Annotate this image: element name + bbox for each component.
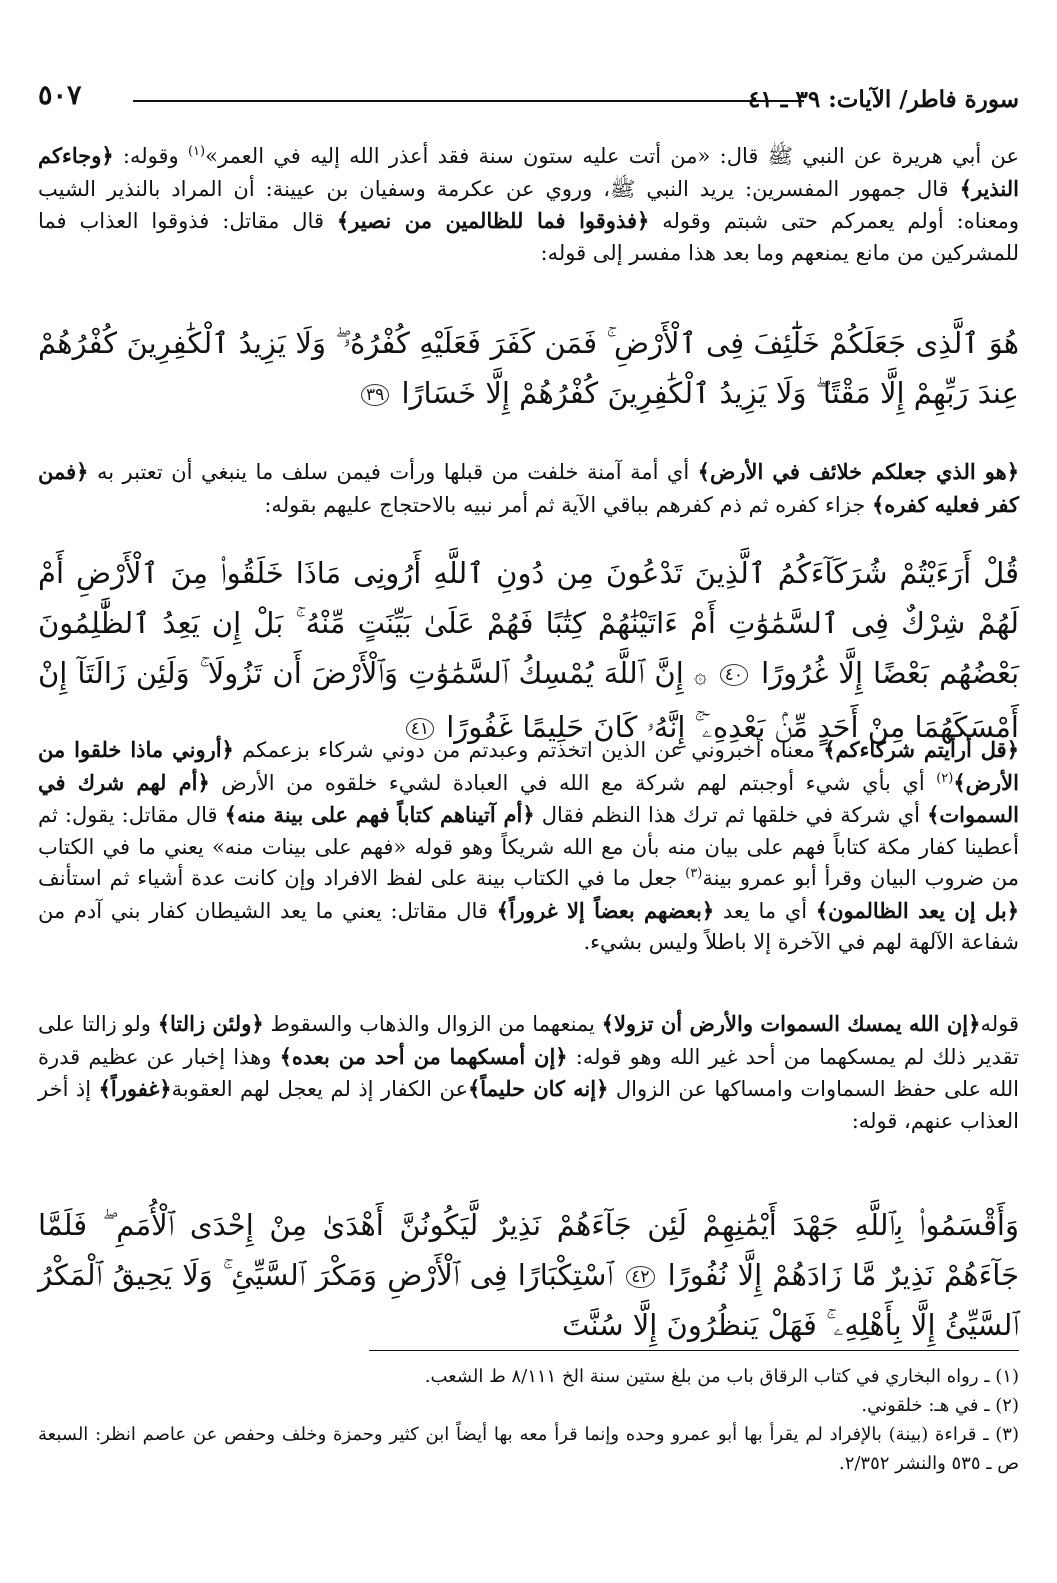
verse-number-marker: ٤٢ (626, 1266, 654, 1288)
verse-text: هُوَ ٱلَّذِى جَعَلَكُمْ خَلَٰٓئِفَ فِى ٱلْأَرْضِ ۚ فَمَن كَفَرَ فَعَلَيْهِ كُفْرُهُۥ ۖ وَلَا يَزِيدُ ٱلْكَٰفِرِينَ كُفْرُهُمْ عِندَ رَبِّهِمْ إِلَّا مَقْتًا ۖ وَلَا يَزِيدُ ٱلْكَٰفِرِينَ كُفْرُهُمْ إِلَّا خَسَارًا (38, 326, 1019, 410)
header-rule (133, 100, 804, 102)
verse-39 (38, 318, 1019, 418)
quoted-verse: ﴿أم آتيناهم كتاباً فهم على بينة منه﴾ (224, 802, 535, 827)
quoted-verse: ﴿إن الله يمسك السموات والأرض أن تزولا﴾ (601, 1011, 981, 1036)
text-run: أي ما يعد (714, 898, 816, 923)
footnote-text: ـ رواه البخاري في كتاب الرقاق باب من بلغ ستين سنة الخ ٨/١١١ ط الشعب. (424, 1366, 990, 1387)
text-run: جعل ما في الكتاب بينة على لفظ الافراد وإن كانت عدة أشياء ثم استأنف (38, 866, 686, 890)
quoted-verse: ﴿ولئن زالتا﴾ (157, 1011, 264, 1036)
text-run: أي أمة آمنة خلفت من قبلها ورأت فيمن سلف ما ينبغي أن تعتبر به (88, 460, 698, 484)
paragraph-4 (38, 1008, 1019, 1137)
quoted-verse: ﴿أم لهم شرك في السموات﴾ (38, 769, 1019, 827)
text-run: إذ أخر العذاب عنهم، قوله: (38, 1077, 1019, 1133)
footnote-ref-3: (٣) (685, 866, 703, 881)
verse-text: ٱسْتِكْبَارًا فِى ٱلْأَرْضِ وَمَكْرَ ٱلسَّيِّئِ ۚ وَلَا يَحِيقُ ٱلْمَكْرُ ٱلسَّيِّئُ إِلَّا بِأَهْلِهِۦ ۚ فَهَلْ يَنظُرُونَ إِلَّا سُنَّتَ (38, 1258, 1019, 1342)
footnote-2 (38, 1391, 1019, 1420)
text-run: أي شركة في خلقها ثم ترك هذا النظم فقال (534, 803, 928, 827)
text-run: قال مقاتل: يعني ما يعد الشيطان كفار بني آدم من شفاعة الآلهة لهم في الآخرة إلا باطلاً وليس بشيء. (38, 898, 1019, 954)
quoted-verse: ﴿أروني ماذا خلقوا من الأرض﴾ (38, 737, 1019, 795)
text-run: معناه أخبروني عن الذين اتخذتم وعبدتم من دوني شركاء بزعمكم (233, 738, 824, 762)
paragraph-1 (38, 140, 1019, 269)
page-header (38, 78, 1019, 118)
text-run: جزاء كفره ثم ذم كفرهم بباقي الآية ثم أمر نبيه بالاحتجاج عليهم بقوله: (264, 492, 872, 517)
running-title: سورة فاطر/ الآيات: ٣٩ ـ ٤١ (748, 86, 1019, 113)
text-run: ولو زالتا على تقدير ذلك لم يمسكهما من أحد غير الله وهو قوله: (38, 1012, 1019, 1069)
quoted-verse: ﴿هو الذي جعلكم خلائف في الأرض﴾ (697, 459, 1020, 484)
page-number: ٥٠٧ (38, 80, 82, 111)
quoted-verse: ﴿إنه كان حليماً﴾ (468, 1076, 609, 1101)
quoted-verse: ﴿غفوراً﴾ (98, 1076, 172, 1101)
hizb-star-icon: ۞ (693, 664, 707, 689)
footnote-3 (38, 1420, 1019, 1478)
verse-number-marker: ٤١ (406, 718, 434, 740)
footnote-mark: (٣) (995, 1424, 1019, 1445)
verse-number-marker: ٣٩ (361, 384, 389, 406)
text-run: يمنعهما من الزوال والذهاب والسقوط (263, 1012, 602, 1036)
footnote-ref-1: (١) (187, 144, 206, 159)
quoted-verse: ﴿إن أمسكهما من أحد من بعده﴾ (279, 1043, 568, 1069)
paragraph-2 (38, 456, 1019, 521)
paragraph-3 (38, 734, 1019, 959)
quoted-verse: ﴿بعضهم بعضاً إلا غروراً﴾ (496, 897, 715, 923)
text-run: عن أبي هريرة عن النبي ﷺ قال: «من أتت عليه ستون سنة فقد أعذر الله إليه في العمر» (205, 144, 1019, 168)
footnote-1 (38, 1362, 1019, 1391)
footnote-text: ـ في هـ: خلقوني. (861, 1395, 990, 1416)
text-run: وهذا إخبار عن عظيم قدرة الله على حفظ السماوات وامساكها عن الزوال (38, 1044, 1020, 1101)
verse-number-marker: ٤٠ (720, 664, 748, 686)
footnotes (38, 1362, 1019, 1478)
text-run: وقوله: (113, 144, 188, 168)
text-run: أي بأي شيء أوجبتم لهم شركة مع الله في العبادة لشيء خلقوه من الأرض (209, 770, 937, 795)
text-run: قال مقاتل: فذوقوا العذاب فما للمشركين من مانع يمنعهم وما بعد هذا مفسر إلى قوله: (38, 209, 1019, 265)
verse-text: وَأَقْسَمُوا۟ بِٱللَّهِ جَهْدَ أَيْمَٰنِهِمْ لَئِن جَآءَهُمْ نَذِيرٌ لَّيَكُونُنَّ أَهْدَىٰ مِنْ إِحْدَى ٱلْأُمَمِ ۖ فَلَمَّا جَآءَهُمْ نَذِيرٌ مَّا زَادَهُمْ إِلَّا نُفُورًا (38, 1208, 1020, 1292)
quoted-verse: ﴿وجاءكم النذير﴾ (38, 143, 1019, 201)
verses-40-41 (38, 548, 1019, 752)
quoted-verse: ﴿فذوقوا فما للظالمين من نصير﴾ (336, 208, 650, 233)
verse-text: إِنَّ ٱللَّهَ يُمْسِكُ ٱلسَّمَٰوَٰتِ وَٱلْأَرْضَ أَن تَزُولَا ۚ وَلَئِن زَالَتَآ إِنْ أَمْسَكَهُمَا مِنْ أَحَدٍ مِّنۢ بَعْدِهِۦٓ ۚ إِنَّهُۥ كَانَ حَلِيمًا غَفُورًا (38, 656, 1019, 744)
verses-42-43 (38, 1200, 1019, 1350)
footnote-text: ـ قراءة (بينة) بالإفراد لم يقرأ بها أبو عمرو وحده وإنما قرأ معه بها أيضاً ابن كثير وحمزة وخلف وحفص عن عاصم انظر: السبعة ص ـ ٥٣٥ والنشر ٢/٣٥٢. (38, 1424, 1019, 1474)
quoted-verse: ﴿فمن كفر فعليه كفره﴾ (38, 459, 1019, 517)
text-run: قال مقاتل: يقول: ثم أعطينا كفار مكة كتاباً فهم على بيان منه بأن مع الله شريكاً وهو قوله «فهم على بينات منه» يعني ما في الكتاب من ضروب البيان وقرأ أبو عمرو بينة (38, 803, 1019, 890)
text-run: قوله (980, 1012, 1019, 1036)
footnote-ref-2: (٢) (936, 770, 954, 786)
quoted-verse: ﴿قل أرأيتم شركاءكم﴾ (823, 737, 1019, 762)
footnote-separator (369, 1350, 1019, 1351)
text-run: عن الكفار إذ لم يعجل لهم العقوبة (171, 1077, 468, 1101)
quoted-verse: ﴿بل إن يعد الظالمون﴾ (815, 897, 1020, 923)
footnote-mark: (٢) (995, 1395, 1019, 1416)
footnote-mark: (١) (995, 1366, 1019, 1387)
verse-text: قُلْ أَرَءَيْتُمْ شُرَكَآءَكُمُ ٱلَّذِينَ تَدْعُونَ مِن دُونِ ٱللَّهِ أَرُونِى مَاذَا خَلَقُوا۟ مِنَ ٱلْأَرْضِ أَمْ لَهُمْ شِرْكٌ فِى ٱلسَّمَٰوَٰتِ أَمْ ءَاتَيْنَٰهُمْ كِتَٰبًا فَهُمْ عَلَىٰ بَيِّنَتٍ مِّنْهُ ۚ بَلْ إِن يَعِدُ ٱلظَّٰلِمُونَ بَعْضُهُم بَعْضًا إِلَّا غُرُورًا (38, 556, 1020, 690)
text-run: قال جمهور المفسرين: يريد النبي ﷺ، وروي عن عكرمة وسفيان بن عيينة: أن المراد بالنذير الشيب ومعناه: أولم يعمركم حتى شبتم وقوله (38, 176, 1019, 233)
